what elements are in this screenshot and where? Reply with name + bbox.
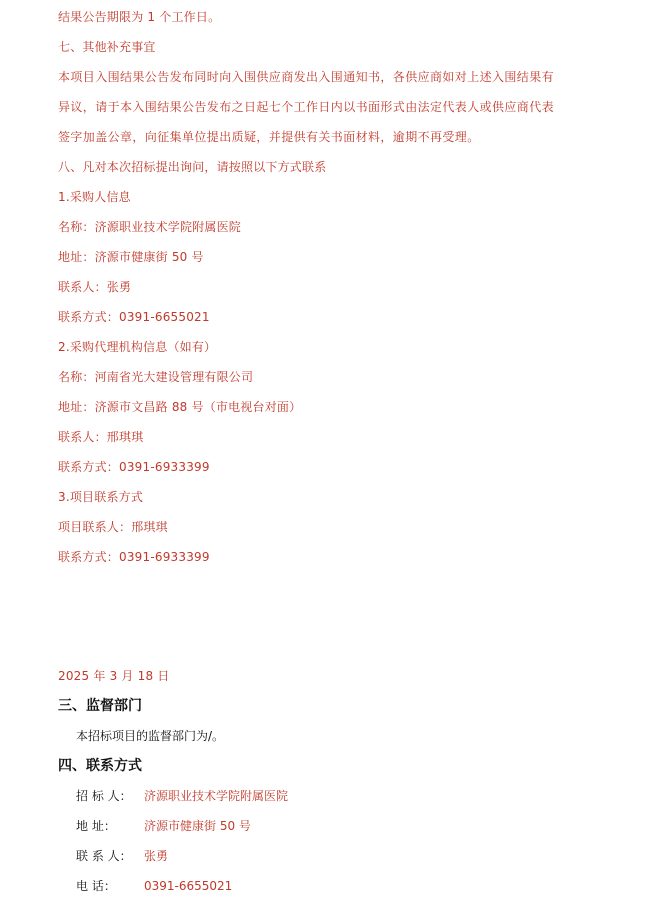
phone-label: 电 话： [76,879,116,893]
section-7-body-line-3: 签字加盖公章，向征集单位提出质疑，并提供有关书面材料，逾期不再受理。 [58,130,480,144]
section-8-title: 八、凡对本次招标提出询问，请按照以下方式联系 [58,160,327,174]
tenderer-value: 济源职业技术学院附属医院 [144,789,289,803]
supervision-heading: 三、监督部门 [58,698,142,714]
purchaser-name: 名称：济源职业技术学院附属医院 [58,220,242,234]
address-value: 济源市健康街 50 号 [144,819,251,833]
section-7-title: 七、其他补充事宜 [58,40,156,54]
result-period-text: 结果公告期限为 1 个工作日。 [58,10,221,24]
contact-person-label: 联 系 人： [76,849,132,863]
purchaser-contact: 联系人：张勇 [58,280,132,294]
purchaser-phone: 联系方式：0391-6655021 [58,310,210,324]
contact-person-value: 张勇 [144,849,169,863]
project-contact-phone: 联系方式：0391-6933399 [58,550,210,564]
supervision-body: 本招标项目的监督部门为/。 [76,729,225,743]
address-label: 地 址： [76,819,116,833]
notice-date: 2025 年 3 月 18 日 [58,669,170,683]
section-7-body-line-1: 本项目入围结果公告发布同时向入围供应商发出入围通知书，各供应商如对上述入围结果有 [58,70,555,84]
section-7-body-line-2: 异议，请于本入围结果公告发布之日起七个工作日内以书面形式由法定代表人或供应商代表 [58,100,555,114]
agency-phone: 联系方式：0391-6933399 [58,460,210,474]
project-contact-person: 项目联系人：邢琪琪 [58,520,168,534]
purchaser-info-title: 1.采购人信息 [58,190,131,204]
agency-contact: 联系人：邢琪琪 [58,430,144,444]
agency-info-title: 2.采购代理机构信息（如有） [58,340,217,354]
project-contact-title: 3.项目联系方式 [58,490,144,504]
agency-address: 地址：济源市文昌路 88 号（市电视台对面） [58,400,302,414]
tenderer-label: 招 标 人： [76,789,132,803]
purchaser-address: 地址：济源市健康街 50 号 [58,250,204,264]
agency-name: 名称：河南省光大建设管理有限公司 [58,370,254,384]
contact-heading: 四、联系方式 [58,758,142,774]
phone-value: 0391-6655021 [144,879,233,893]
